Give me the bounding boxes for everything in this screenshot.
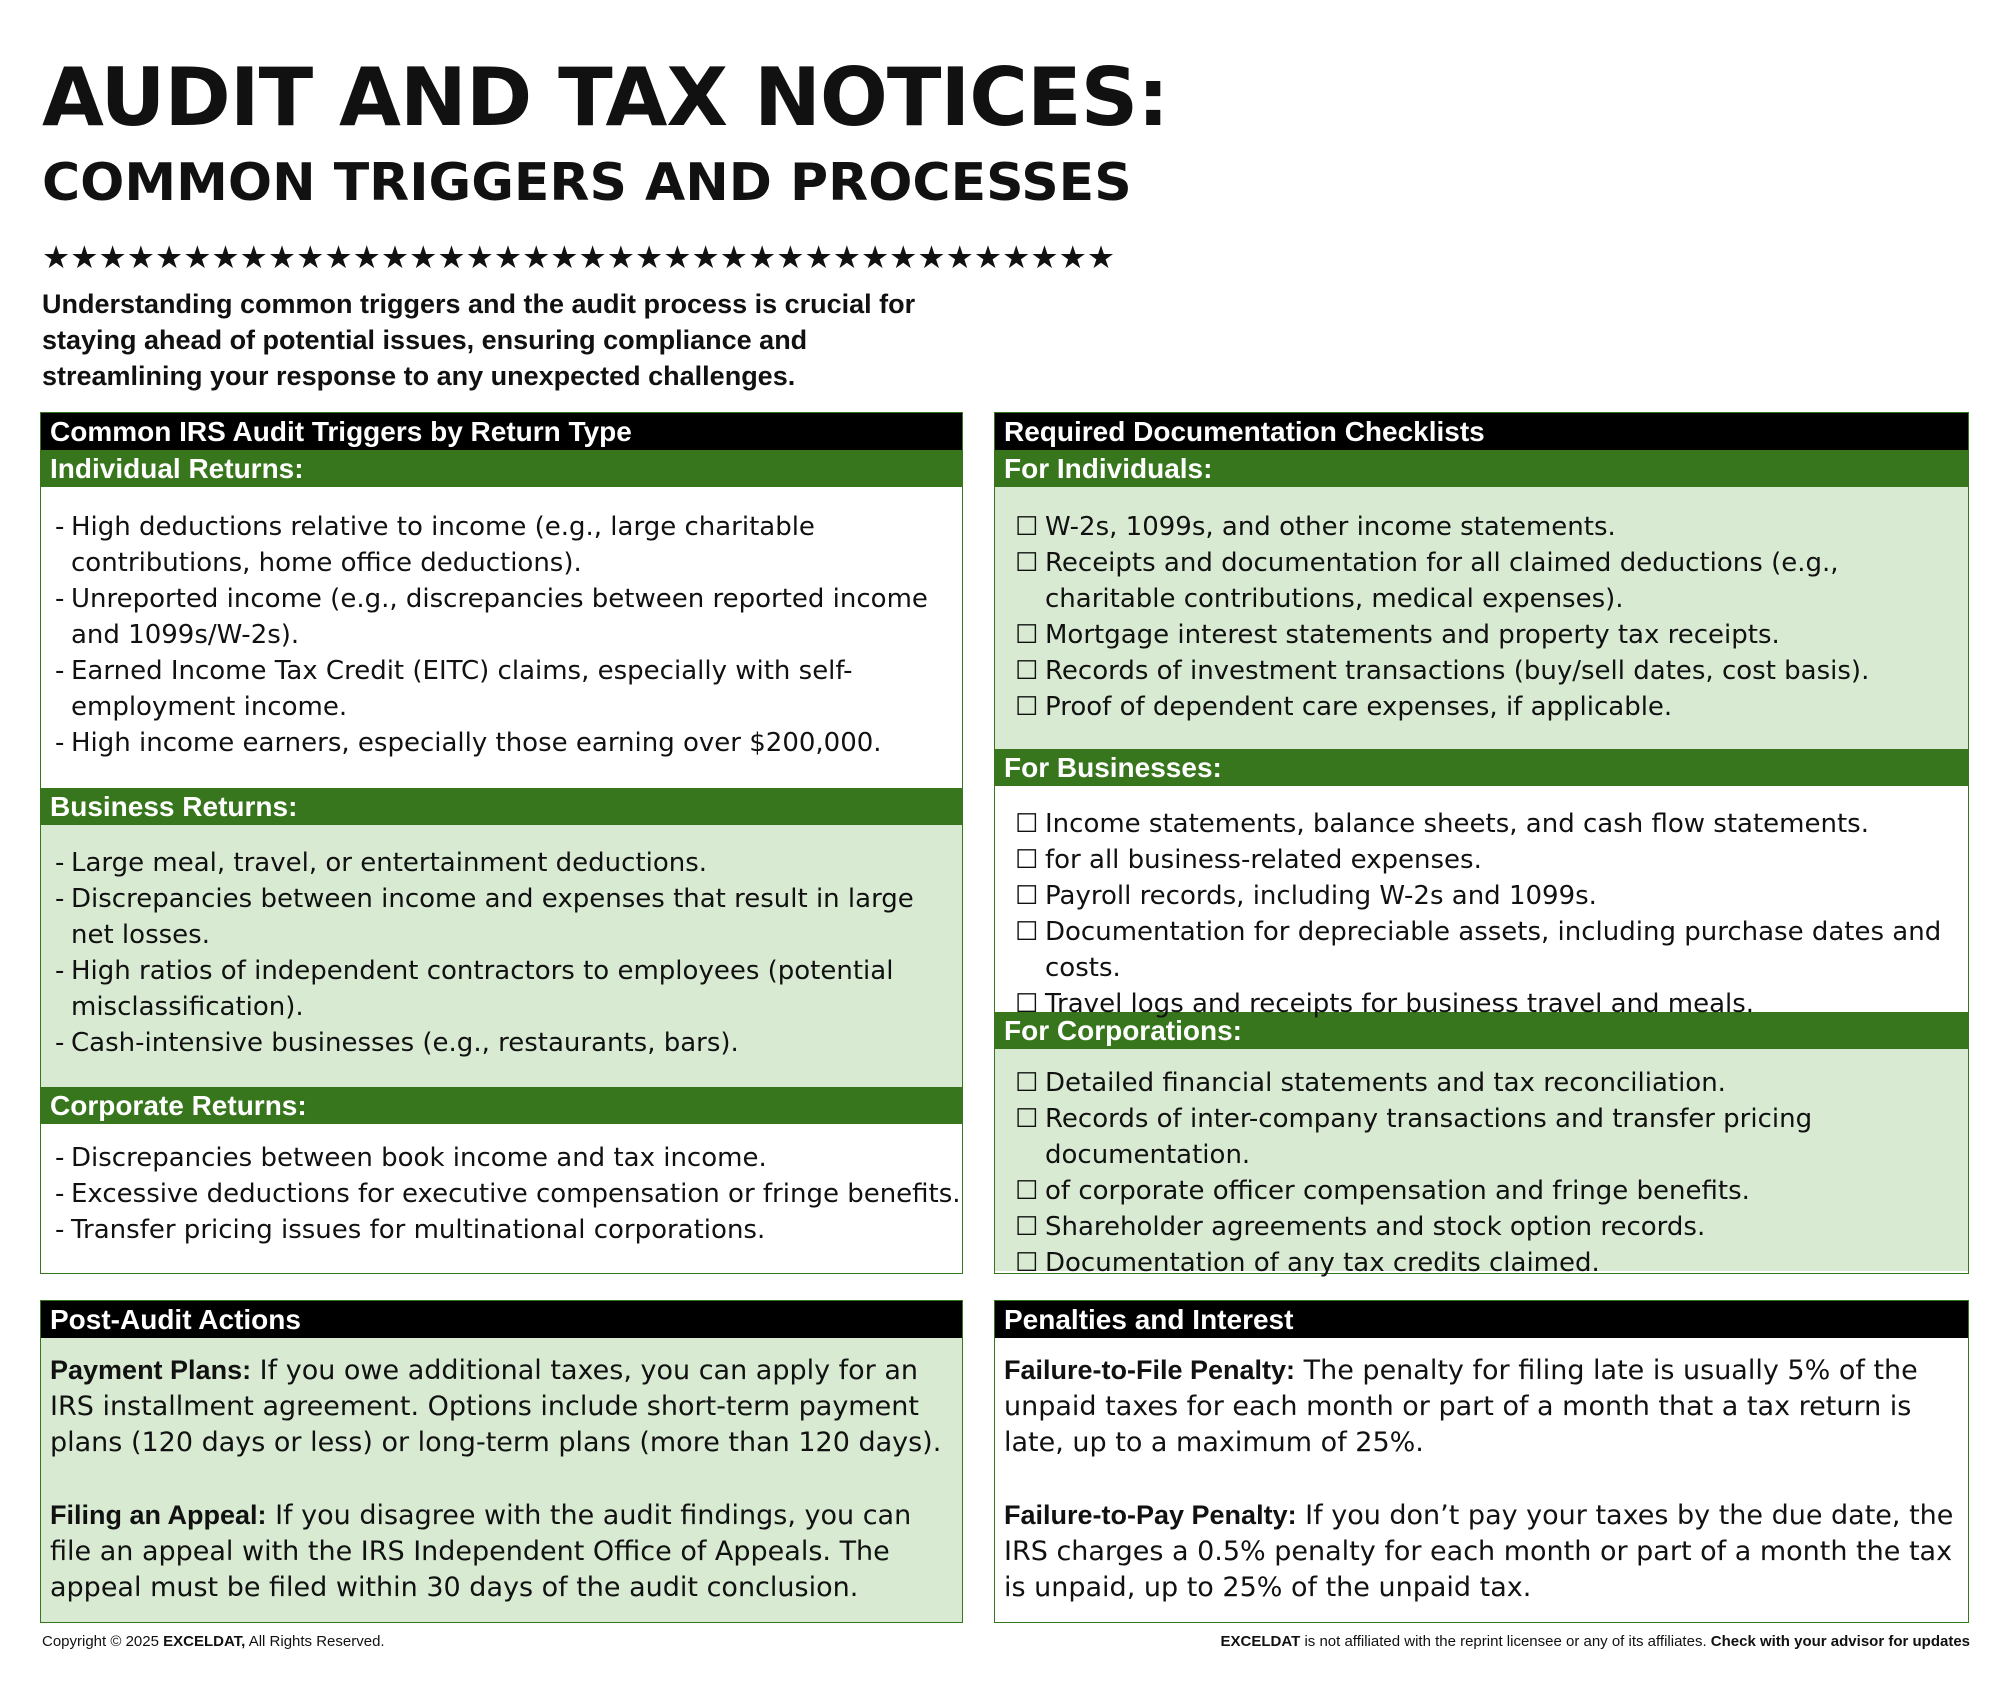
list-item: - Excessive deductions for executive compensation or fringe benefits.	[55, 1176, 962, 1212]
corporate-returns-section	[41, 1124, 962, 1272]
corporate-returns-heading: Corporate Returns:	[41, 1087, 962, 1124]
list-item: - Earned Income Tax Credit (EITC) claims, especially with self-employment income.	[55, 653, 962, 725]
checkbox-icon: ☐	[1015, 1068, 1039, 1098]
appeal-label: Filing an Appeal:	[50, 1500, 267, 1530]
checkbox-icon: ☐	[1015, 692, 1039, 722]
checkbox-icon: ☐	[1015, 548, 1039, 578]
corporate-triggers-list	[41, 1124, 962, 1270]
checkbox-icon: ☐	[1015, 620, 1039, 650]
checklist-item: ☐ Receipts and documentation for all claimed deductions (e.g., charitable contributions, medical expenses).	[1015, 545, 1968, 617]
disclaimer: EXCELDAT is not affiliated with the reprint licensee or any of its affiliates. Check with your advisor for updates	[1220, 1633, 1970, 1650]
list-item: - Large meal, travel, or entertainment deductions.	[55, 845, 962, 881]
checkbox-icon: ☐	[1015, 1248, 1039, 1278]
checklist-item: ☐ Payroll records, including W-2s and 1099s.	[1015, 878, 1968, 914]
list-item: - Transfer pricing issues for multinational corporations.	[55, 1212, 962, 1248]
business-triggers-list	[41, 825, 962, 1083]
individual-triggers-list	[41, 487, 962, 783]
penalties-title: Penalties and Interest	[995, 1301, 1968, 1338]
dash-marker: -	[55, 656, 65, 686]
payment-plans-paragraph	[41, 1338, 962, 1461]
star-divider: ★★★★★★★★★★★★★★★★★★★★★★★★★★★★★★★★★★★★★★	[42, 240, 1116, 276]
checklist-item: ☐ Records of investment transactions (buy/sell dates, cost basis).	[1015, 653, 1968, 689]
checkbox-icon: ☐	[1015, 881, 1039, 911]
business-checklist	[995, 786, 1968, 1044]
failure-to-pay-text: If you don’t pay your taxes by the due date, the IRS charges a 0.5% penalty for each month or part of a month the tax is unpaid, up to 25% of the unpaid tax.	[1004, 1500, 1954, 1603]
list-item: - Discrepancies between book income and tax income.	[55, 1140, 962, 1176]
checklist-item: ☐ Mortgage interest statements and property tax receipts.	[1015, 617, 1968, 653]
dash-marker: -	[55, 884, 65, 914]
checkbox-icon: ☐	[1015, 1176, 1039, 1206]
individual-returns-heading: Individual Returns:	[41, 450, 962, 487]
checkbox-icon: ☐	[1015, 845, 1039, 875]
dash-marker: -	[55, 1143, 65, 1173]
dash-marker: -	[55, 848, 65, 878]
failure-to-file-paragraph	[995, 1338, 1968, 1461]
corporation-checklist	[995, 1049, 1968, 1303]
list-item: - Cash-intensive businesses (e.g., restaurants, bars).	[55, 1025, 962, 1061]
list-item: - High deductions relative to income (e.g., large charitable contributions, home office deductions).	[55, 509, 962, 581]
for-individuals-section	[995, 487, 1968, 749]
dash-marker: -	[55, 1179, 65, 1209]
brand-name: EXCELDAT,	[163, 1633, 246, 1650]
checklist-item: ☐ Documentation of any tax credits claimed.	[1015, 1245, 1968, 1281]
dash-marker: -	[55, 512, 65, 542]
individual-checklist	[995, 487, 1968, 747]
checklist-item: ☐ Income statements, balance sheets, and cash flow statements.	[1015, 806, 1968, 842]
penalties-panel	[994, 1300, 1969, 1623]
dash-marker: -	[55, 1028, 65, 1058]
for-individuals-heading: For Individuals:	[995, 450, 1968, 487]
dash-marker: -	[55, 1215, 65, 1245]
copyright-notice: Copyright © 2025 EXCELDAT, All Rights Reserved.	[42, 1633, 385, 1650]
business-returns-heading: Business Returns:	[41, 788, 962, 825]
business-returns-section	[41, 825, 962, 1087]
checkbox-icon: ☐	[1015, 1104, 1039, 1134]
checkbox-icon: ☐	[1015, 656, 1039, 686]
page-subtitle: COMMON TRIGGERS AND PROCESSES	[42, 153, 1132, 213]
checkbox-icon: ☐	[1015, 917, 1039, 947]
checklist-item: ☐ Documentation for depreciable assets, including purchase dates and costs.	[1015, 914, 1968, 986]
checklist-item: ☐ for all business-related expenses.	[1015, 842, 1968, 878]
page-title: AUDIT AND TAX NOTICES:	[42, 51, 1169, 144]
checklist-item: ☐ Records of inter-company transactions and transfer pricing documentation.	[1015, 1101, 1968, 1173]
payment-plans-text: If you owe additional taxes, you can apply for an IRS installment agreement. Options include short-term payment plans (120 days or less) or long-term plans (more than 120 days).	[50, 1355, 942, 1458]
failure-to-pay-paragraph	[995, 1461, 1968, 1606]
audit-triggers-title: Common IRS Audit Triggers by Return Type	[41, 413, 962, 450]
list-item: - High income earners, especially those earning over $200,000.	[55, 725, 962, 761]
for-businesses-section	[995, 786, 1968, 1019]
failure-to-file-text: The penalty for filing late is usually 5% of the unpaid taxes for each month or part of a month that a tax return is late, up to a maximum of 25%.	[1004, 1355, 1918, 1458]
post-audit-panel	[40, 1300, 963, 1623]
list-item: - Unreported income (e.g., discrepancies between reported income and 1099s/W-2s).	[55, 581, 962, 653]
payment-plans-label: Payment Plans:	[50, 1355, 252, 1385]
list-item: - High ratios of independent contractors to employees (potential misclassification).	[55, 953, 962, 1025]
post-audit-title: Post-Audit Actions	[41, 1301, 962, 1338]
brand-name: EXCELDAT	[1220, 1633, 1301, 1650]
dash-marker: -	[55, 584, 65, 614]
appeal-paragraph	[41, 1461, 962, 1606]
for-corporations-heading: For Corporations:	[995, 1012, 1968, 1049]
dash-marker: -	[55, 956, 65, 986]
checkbox-icon: ☐	[1015, 809, 1039, 839]
dash-marker: -	[55, 728, 65, 758]
failure-to-pay-label: Failure-to-Pay Penalty:	[1004, 1500, 1297, 1530]
checkbox-icon: ☐	[1015, 1212, 1039, 1242]
checklist-item: ☐ Detailed financial statements and tax reconciliation.	[1015, 1065, 1968, 1101]
checklist-item: ☐ W-2s, 1099s, and other income statements.	[1015, 509, 1968, 545]
checkbox-icon: ☐	[1015, 989, 1039, 1019]
checkbox-icon: ☐	[1015, 512, 1039, 542]
for-businesses-heading: For Businesses:	[995, 749, 1968, 786]
appeal-text: If you disagree with the audit findings, you can file an appeal with the IRS Independent Office of Appeals. The appeal must be filed within 30 days of the audit conclusion.	[50, 1500, 912, 1603]
audit-triggers-panel	[40, 412, 963, 1274]
documentation-title: Required Documentation Checklists	[995, 413, 1968, 450]
failure-to-file-label: Failure-to-File Penalty:	[1004, 1355, 1296, 1385]
intro-text: Understanding common triggers and the audit process is crucial for staying ahead of potential issues, ensuring compliance and streamlining your response to any unexpected challenges.	[42, 289, 916, 391]
list-item: - Discrepancies between income and expenses that result in large net losses.	[55, 881, 962, 953]
checklist-item: ☐ of corporate officer compensation and fringe benefits.	[1015, 1173, 1968, 1209]
individual-returns-section	[41, 487, 962, 788]
documentation-panel	[994, 412, 1969, 1278]
checklist-item: ☐ Shareholder agreements and stock option records.	[1015, 1209, 1968, 1245]
for-corporations-section	[995, 1049, 1968, 1278]
checklist-item: ☐ Travel logs and receipts for business travel and meals.	[1015, 986, 1968, 1022]
checklist-item: ☐ Proof of dependent care expenses, if applicable.	[1015, 689, 1968, 725]
advisor-note: Check with your advisor for updates	[1710, 1633, 1970, 1650]
